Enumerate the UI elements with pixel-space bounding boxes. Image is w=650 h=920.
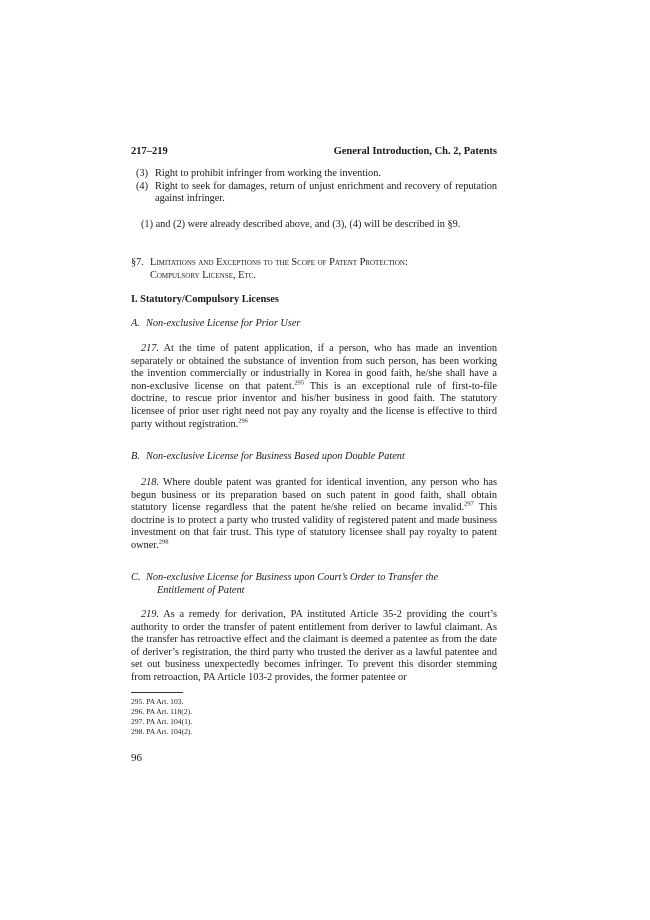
paragraph-text: This doctrine is to protect a party who trusted validity of registered patent and made business investment on that fair trust. This type of statutory licensee shall pay royalty to patent owner.	[131, 502, 498, 551]
paragraph-218	[131, 477, 497, 553]
list-item-number: (4)	[136, 180, 149, 192]
heading-court-order	[131, 572, 497, 597]
subheading-letter: A.	[131, 318, 140, 329]
paragraph-number: 217.	[141, 343, 160, 354]
page-number: 96	[131, 752, 142, 764]
footnote-ref: 298	[158, 538, 169, 546]
paragraph-number: 218.	[141, 477, 160, 488]
footnote-297: 297. PA Art. 104(1).	[131, 717, 193, 726]
paragraph-219	[131, 609, 497, 685]
footnote-ref: 295	[294, 379, 305, 387]
list-item-text: Right to prohibit infringer from working the invention.	[155, 168, 381, 179]
subheading-letter: B.	[131, 451, 140, 462]
running-header	[131, 146, 497, 157]
paragraph-text: Where double patent was granted for identical invention, any person who has begun business or its preparation based on such patent in good faith, shall obtain statutory license regardless that the patent he/she relied on became invalid.	[131, 477, 497, 514]
footnote-295: 295. PA Art. 103.	[131, 697, 184, 706]
section-heading	[131, 257, 497, 282]
subheading-text: Non-exclusive License for Business Based upon Double Patent	[146, 451, 405, 462]
subheading-letter: C.	[131, 572, 141, 583]
list-item-text: Right to seek for damages, return of unjust enrichment and recovery of reputation against infringer.	[155, 180, 497, 205]
section-title-line1: Limitations and Exceptions to the Scope of Patent Protection:	[150, 257, 408, 268]
paragraph-number: 219.	[141, 609, 160, 620]
list-item	[131, 181, 497, 206]
heading-double-patent	[131, 451, 497, 464]
paragraph-text: This is an exceptional rule of first-to-file doctrine, to rescue prior inventor and his/her business in good faith. The statutory licensee of prior user right need not pay any royalty and the license is effective to third party without registration.	[131, 380, 497, 430]
footnote-296: 296. PA Art. 118(2).	[131, 707, 193, 716]
paragraph-217	[131, 343, 497, 431]
footnote-298: 298. PA Art. 104(2).	[131, 727, 193, 736]
header-paragraph-range: 217–219	[131, 146, 168, 157]
paragraph-text: As a remedy for derivation, PA instituted Article 35-2 providing the court’s authority to order the transfer of patent entitlement from deriver to lawful claimant. As the transfer has retroactive effect and the claimant is deemed a patentee as from the date of deriver’s registration, the third party who trusted the deriver as a lawful patentee and set out business unexpectedly becomes infringer. To prevent this disorder stemming from retroaction, PA Article 103-2 provides, the former patentee or	[131, 609, 497, 683]
rights-list	[131, 168, 497, 206]
footnote-divider	[131, 692, 183, 693]
subheading-text-line1: Non-exclusive License for Business upon Court’s Order to Transfer the	[146, 572, 439, 583]
footnote-ref: 296	[238, 417, 248, 425]
heading-prior-user	[131, 318, 497, 331]
list-item-number: (3)	[136, 168, 149, 179]
list-item	[131, 168, 497, 181]
header-chapter-title: General Introduction, Ch. 2, Patents	[333, 146, 497, 157]
footnote-ref: 297	[464, 500, 474, 508]
heading-statutory-licenses: I. Statutory/Compulsory Licenses	[131, 294, 279, 305]
section-number: §7.	[131, 257, 144, 268]
section-title-line2: Compulsory License, Etc.	[150, 269, 256, 281]
summary-text: (1) and (2) were already described above, and (3), (4) will be described in §9.	[141, 219, 461, 230]
subheading-text: Non-exclusive License for Prior User	[146, 318, 301, 329]
paragraph-text: At the time of patent application, if a person, who has made an invention separately or obtained the substance of invention from such person, has been working the invention commercially or industrially in Korea in good faith, he/she shall have a non-exclusive license on that patent.	[131, 343, 497, 392]
summary-paragraph	[131, 219, 497, 232]
subheading-text-line2: Entitlement of Patent	[157, 584, 245, 596]
